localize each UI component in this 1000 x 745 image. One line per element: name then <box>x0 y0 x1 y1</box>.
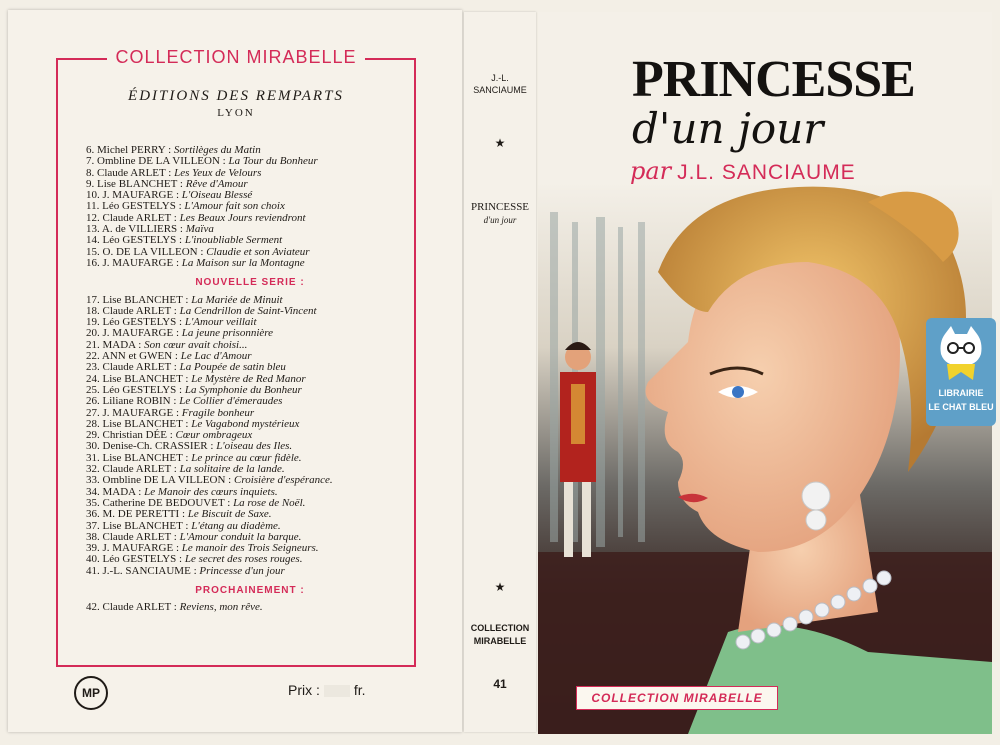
section-heading-prochainement: PROCHAINEMENT : <box>195 584 305 596</box>
item-number: 32. <box>86 463 100 476</box>
title-list <box>86 145 414 614</box>
publisher-logo: MP <box>74 676 108 710</box>
item-number: 33. <box>86 474 100 487</box>
item-number: 22. <box>86 350 100 363</box>
item-separator: : <box>173 189 182 202</box>
item-title: Le Manoir des cœurs inquiets. <box>144 485 278 498</box>
item-title: L'Amour veillait <box>184 316 257 329</box>
item-number: 35. <box>86 496 100 509</box>
item-title: La Maison sur la Montagne <box>181 256 305 269</box>
item-separator: : <box>171 601 180 614</box>
front-author: J.L. SANCIAUME <box>677 161 856 184</box>
item-separator: : <box>179 508 188 521</box>
item-separator: : <box>182 417 192 430</box>
item-author: Léo GESTELYS <box>102 383 177 396</box>
item-number: 18. <box>86 304 100 317</box>
item-title: Le prince au cœur fidèle. <box>191 451 302 464</box>
item-author: Lise BLANCHET <box>102 293 183 306</box>
item-separator: : <box>176 383 185 396</box>
item-number: 11. <box>86 200 100 213</box>
back-collection-heading: COLLECTION MIRABELLE <box>58 47 414 68</box>
item-separator: : <box>135 485 145 498</box>
item-author: Claude ARLET <box>97 166 166 179</box>
item-separator: : <box>171 463 180 476</box>
item-title: Le Collier d'émeraudes <box>179 395 283 408</box>
item-separator: : <box>197 245 207 258</box>
price-line <box>288 682 366 698</box>
shop-badge <box>926 318 996 426</box>
item-separator: : <box>176 234 185 247</box>
section-heading-nouvelle-serie: NOUVELLE SERIE : <box>195 277 305 289</box>
item-title: Maïva <box>185 223 214 236</box>
spine-volume-number: 41 <box>493 677 507 691</box>
item-author: MADA <box>102 485 136 498</box>
item-number: 12. <box>86 211 100 224</box>
item-separator: : <box>165 144 174 156</box>
price-label: Prix : <box>288 682 320 698</box>
item-separator: : <box>171 304 180 317</box>
item-title: Les Beaux Jours reviendront <box>179 211 306 224</box>
item-author: MADA <box>102 338 136 351</box>
item-title: Le Lac d'Amour <box>180 350 252 363</box>
list-item <box>86 258 414 269</box>
badge-line-1: LIBRAIRIE <box>938 388 984 398</box>
item-separator: : <box>219 155 229 168</box>
item-separator: : <box>224 496 234 509</box>
item-separator: : <box>182 519 192 532</box>
item-title: Le Mystère de Red Manor <box>191 372 306 385</box>
item-separator: : <box>207 440 217 453</box>
title-list-group-2 <box>86 295 414 577</box>
spine-star-icon: ★ <box>494 136 506 150</box>
item-separator: : <box>171 211 180 224</box>
item-number: 37. <box>86 519 100 532</box>
item-separator: : <box>170 395 180 408</box>
item-separator: : <box>176 316 185 329</box>
item-number: 28. <box>86 417 100 430</box>
item-separator: : <box>173 256 182 269</box>
item-separator: : <box>165 166 175 179</box>
item-title: Le manoir des Trois Seigneurs. <box>181 542 319 555</box>
item-title: La Poupée de satin bleu <box>179 361 286 374</box>
item-author: Ombline DE LA VILLEON <box>97 155 220 168</box>
back-cover-frame <box>56 47 416 667</box>
item-title: Cœur ombrageux <box>175 429 253 442</box>
item-number: 24. <box>86 372 100 385</box>
item-author: J.-L. SANCIAUME <box>102 564 191 577</box>
item-number: 17. <box>86 293 100 306</box>
price-blank <box>324 685 350 697</box>
item-title: La jeune prisonnière <box>181 327 274 340</box>
item-number: 39. <box>86 542 100 555</box>
item-number: 20. <box>86 327 100 340</box>
item-number: 19. <box>86 316 100 329</box>
item-title: Le secret des roses rouges. <box>184 553 303 566</box>
spine-author: J.-L. SANCIAUME <box>473 73 527 95</box>
item-number: 36. <box>86 508 100 521</box>
item-author: Lise BLANCHET <box>102 519 183 532</box>
item-separator: : <box>177 177 186 190</box>
item-author: J. MAUFARGE <box>102 542 174 555</box>
badge-line-2: LE CHAT BLEU <box>928 402 994 412</box>
item-number: 9. <box>86 177 95 190</box>
item-title: Sortilèges du Matin <box>173 144 261 156</box>
item-separator: : <box>173 542 182 555</box>
publisher-city: LYON <box>217 107 255 119</box>
item-author: ANN et GWEN <box>101 350 173 363</box>
title-list-group-3 <box>86 602 414 613</box>
item-title: La Cendrillon de Saint-Vincent <box>179 304 317 317</box>
item-number: 26. <box>86 395 100 408</box>
item-number: 23. <box>86 361 100 374</box>
item-title: L'Amour conduit la barque. <box>179 530 302 543</box>
item-author: Michel PERRY <box>97 144 166 156</box>
item-author: Léo GESTELYS <box>102 234 177 247</box>
item-separator: : <box>166 429 176 442</box>
publisher-name: ÉDITIONS DES REMPARTS <box>128 88 344 104</box>
item-separator: : <box>173 406 182 419</box>
back-cover <box>8 10 462 732</box>
item-separator: : <box>172 350 181 363</box>
item-title: La Tour du Bonheur <box>228 155 318 168</box>
item-separator: : <box>225 474 234 487</box>
item-author: J. MAUFARGE <box>102 406 174 419</box>
item-separator: : <box>176 553 185 566</box>
item-author: Lise BLANCHET <box>97 177 178 190</box>
item-number: 7. <box>86 155 95 168</box>
spine-title: PRINCESSE <box>470 201 530 213</box>
item-number: 6. <box>86 144 95 156</box>
item-author: Léo GESTELYS <box>102 316 177 329</box>
item-author: Liliane ROBIN <box>102 395 171 408</box>
item-title: Les Yeux de Velours <box>174 166 262 179</box>
item-title: L'Amour fait son choix <box>184 200 285 213</box>
item-author: O. DE LA VILLEON <box>102 245 198 258</box>
item-title: La rose de Noël. <box>233 496 306 509</box>
item-separator: : <box>182 293 192 306</box>
item-title: Croisière d'espérance. <box>233 474 333 487</box>
front-subtitle: d'un jour <box>632 104 824 153</box>
item-title: Princesse d'un jour <box>199 564 285 577</box>
item-separator: : <box>135 338 145 351</box>
item-number: 31. <box>86 451 100 464</box>
item-title: La Symphonie du Bonheur <box>184 383 302 396</box>
item-author: Claude ARLET <box>102 211 172 224</box>
item-separator: : <box>190 564 200 577</box>
item-author: J. MAUFARGE <box>102 189 174 202</box>
item-author: M. DE PERETTI <box>102 508 180 521</box>
item-author: Claude ARLET <box>102 304 172 317</box>
item-author: J. MAUFARGE <box>102 256 174 269</box>
item-author: Lise BLANCHET <box>102 372 183 385</box>
item-author: Claude ARLET <box>102 361 172 374</box>
item-number: 14. <box>86 234 100 247</box>
item-title: Claudie et son Aviateur <box>206 245 310 258</box>
item-author: A. de VILLIERS <box>101 223 178 236</box>
item-author: Léo GESTELYS <box>102 200 176 213</box>
item-title: L'Oiseau Blessé <box>181 189 253 202</box>
list-item <box>86 566 414 577</box>
title-list-group-1 <box>86 145 414 269</box>
front-collection-label: COLLECTION MIRABELLE <box>576 686 778 710</box>
item-number: 13. <box>86 223 100 236</box>
item-author: Lise BLANCHET <box>102 417 183 430</box>
item-author: Lise BLANCHET <box>102 451 183 464</box>
item-number: 8. <box>86 166 95 179</box>
item-author: Claude ARLET <box>102 530 172 543</box>
item-separator: : <box>171 361 180 374</box>
item-author: Claude ARLET <box>102 463 172 476</box>
item-number: 16. <box>86 256 100 269</box>
front-author-line <box>630 157 856 186</box>
item-title: Le Biscuit de Saxe. <box>187 508 272 521</box>
item-title: La solitaire de la lande. <box>179 463 285 476</box>
item-title: Fragile bonheur <box>181 406 255 419</box>
item-number: 25. <box>86 383 100 396</box>
item-title: L'étang au diadème. <box>191 519 281 532</box>
item-number: 42. <box>86 601 100 614</box>
item-number: 41. <box>86 564 100 577</box>
item-number: 30. <box>86 440 100 453</box>
item-author: Catherine DE BEDOUVET <box>102 496 225 509</box>
item-number: 10. <box>86 189 100 202</box>
item-author: Christian DÉE <box>102 429 167 442</box>
item-title: L'oiseau des Iles. <box>216 440 293 453</box>
item-author: Léo GESTELYS <box>102 553 177 566</box>
item-separator: : <box>175 200 185 213</box>
spine-collection: COLLECTION MIRABELLE <box>470 623 530 646</box>
item-separator: : <box>177 223 186 236</box>
item-number: 27. <box>86 406 100 419</box>
item-number: 40. <box>86 553 100 566</box>
list-item <box>86 602 414 613</box>
book-spine <box>464 12 536 732</box>
item-number: 21. <box>86 338 100 351</box>
item-separator: : <box>182 451 192 464</box>
item-separator: : <box>171 530 180 543</box>
item-title: Rêve d'Amour <box>185 177 248 190</box>
item-author: J. MAUFARGE <box>102 327 174 340</box>
item-separator: : <box>173 327 182 340</box>
item-author: Claude ARLET <box>102 601 172 614</box>
item-separator: : <box>182 372 192 385</box>
item-title: Reviens, mon rêve. <box>179 601 263 614</box>
item-title: Le Vagabond mystérieux <box>191 417 300 430</box>
front-cover <box>538 12 992 734</box>
item-number: 29. <box>86 429 100 442</box>
cat-icon <box>937 324 985 384</box>
item-number: 38. <box>86 530 100 543</box>
front-title: PRINCESSE <box>632 51 915 108</box>
item-author: Ombline DE LA VILLEON <box>102 474 226 487</box>
spine-star-icon-lower: ★ <box>494 580 506 594</box>
item-title: Son cœur avait choisi... <box>144 338 248 351</box>
price-unit: fr. <box>353 682 366 698</box>
item-title: L'inoubliable Serment <box>184 234 283 247</box>
item-number: 34. <box>86 485 100 498</box>
item-title: La Mariée de Minuit <box>191 293 283 306</box>
front-by: par <box>630 157 672 185</box>
item-number: 15. <box>86 245 100 258</box>
spine-subtitle: d'un jour <box>483 215 517 225</box>
item-author: Denise-Ch. CRASSIER <box>102 440 208 453</box>
